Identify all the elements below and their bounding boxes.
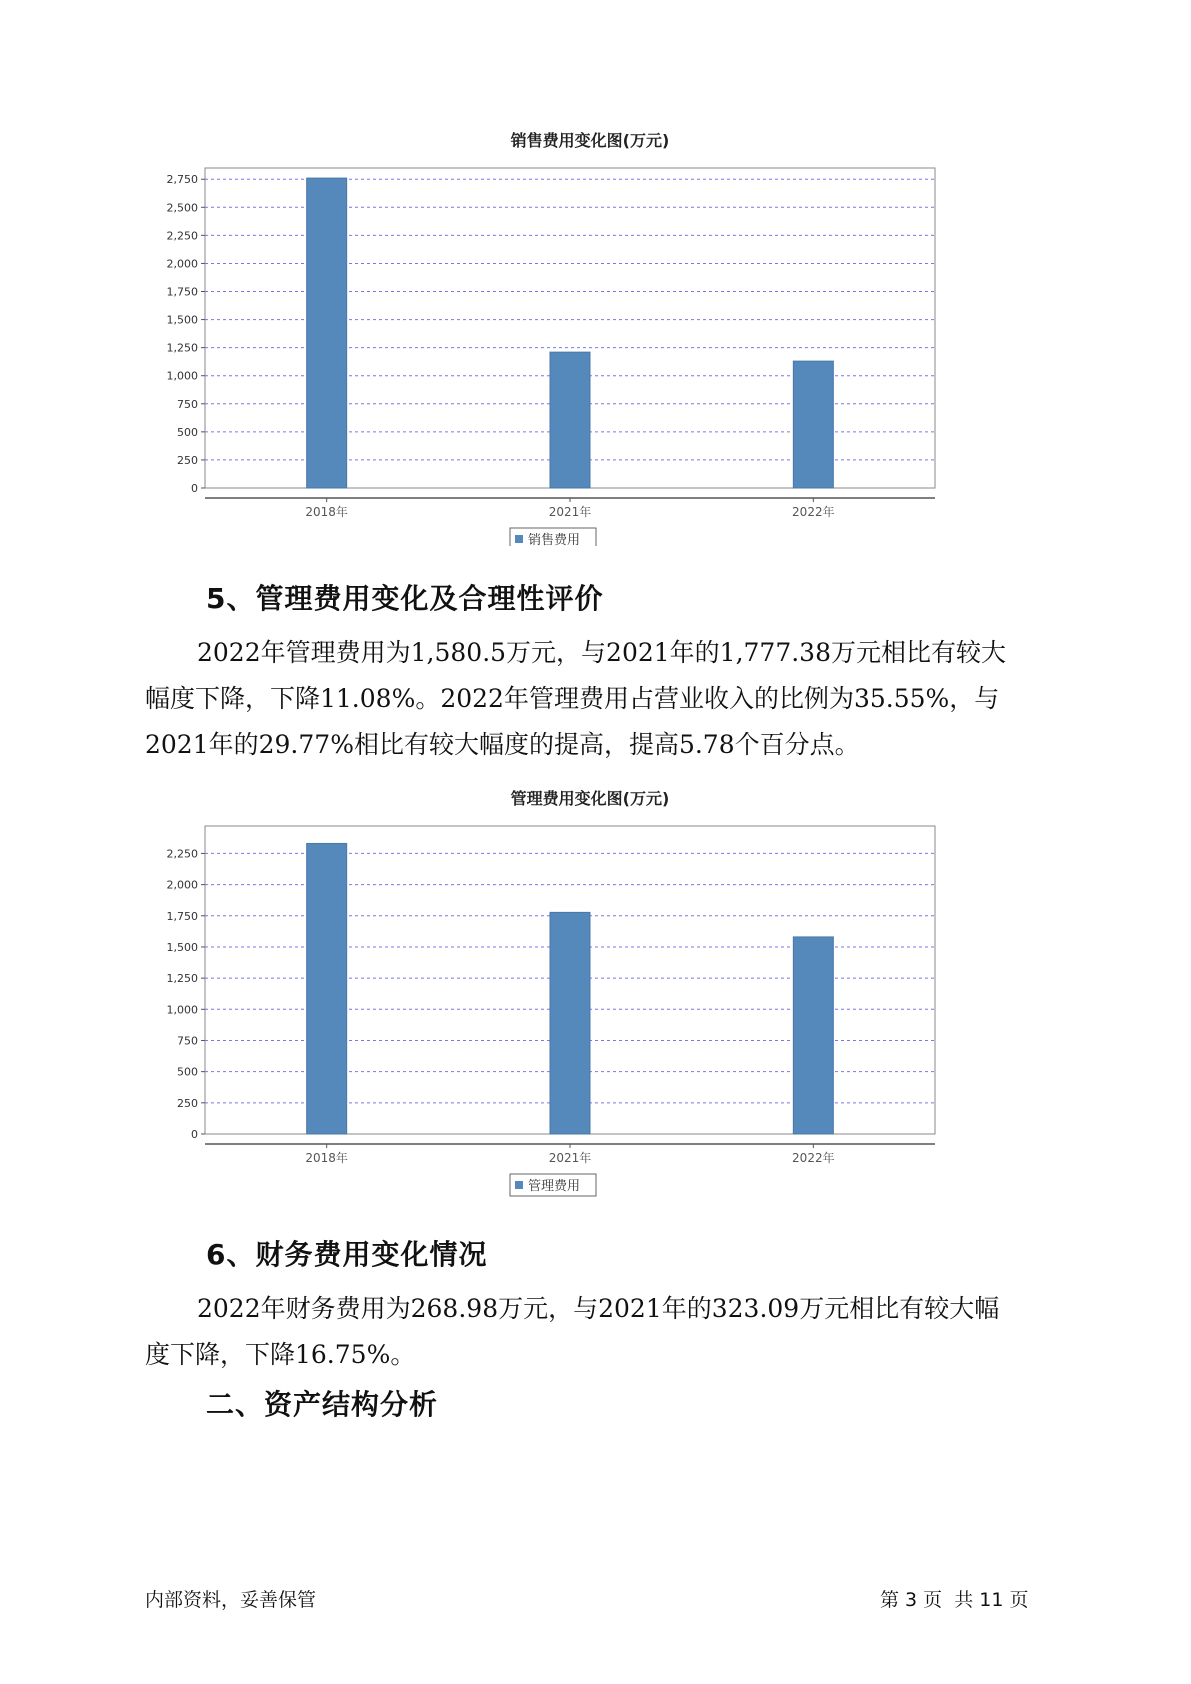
x-tick-label: 2018年 xyxy=(305,1151,348,1165)
chart-title: 销售费用变化图(万元) xyxy=(510,131,670,150)
y-tick-label: 250 xyxy=(177,1096,198,1110)
section-two-heading: 二、资产结构分析 xyxy=(206,1388,439,1421)
x-tick-label: 2021年 xyxy=(548,1151,592,1165)
y-tick-label: 1,750 xyxy=(166,909,198,923)
x-tick-label: 2018年 xyxy=(305,505,348,519)
sales-expense-plot xyxy=(150,156,1030,546)
legend-swatch xyxy=(515,535,523,543)
paragraph-line: 度下降，下降16.75%。 xyxy=(145,1340,416,1369)
legend xyxy=(510,1174,596,1196)
footer-page-number: 第 3 页 共 11 页 xyxy=(880,1589,1029,1611)
y-tick-label: 250 xyxy=(177,453,198,467)
y-tick-label: 0 xyxy=(191,1128,198,1141)
paragraph-line: 2021年的29.77%相比有较大幅度的提高，提高5.78个百分点。 xyxy=(145,730,860,759)
footer-left-note: 内部资料，妥善保管 xyxy=(145,1589,317,1611)
y-tick-label: 750 xyxy=(177,397,198,411)
y-tick-label: 1,750 xyxy=(166,285,198,299)
y-tick-label: 2,250 xyxy=(166,229,198,243)
bar xyxy=(550,912,590,1134)
section-5-paragraph xyxy=(145,630,1065,768)
bar xyxy=(307,843,347,1134)
y-tick-label: 750 xyxy=(177,1034,198,1048)
y-tick-label: 1,500 xyxy=(166,940,198,954)
y-tick-label: 2,750 xyxy=(166,173,198,187)
legend-label: 管理费用 xyxy=(528,1179,581,1194)
y-tick-label: 500 xyxy=(177,425,198,439)
y-tick-label: 2,500 xyxy=(166,201,198,215)
y-tick-label: 0 xyxy=(191,482,198,495)
y-tick-label: 1,000 xyxy=(166,1003,198,1017)
paragraph-line: 幅度下降，下降11.08%。2022年管理费用占营业收入的比例为35.55%，与 xyxy=(145,684,1000,713)
paragraph-line: 2022年财务费用为268.98万元，与2021年的323.09万元相比有较大幅 xyxy=(197,1294,1000,1323)
y-tick-label: 500 xyxy=(177,1065,198,1079)
chart-title: 管理费用变化图(万元) xyxy=(510,789,670,808)
y-tick-label: 1,250 xyxy=(166,341,198,355)
section-6-paragraph xyxy=(145,1286,1065,1378)
y-tick-label: 1,250 xyxy=(166,972,198,986)
section-6-heading: 6、财务费用变化情况 xyxy=(206,1238,488,1271)
x-tick-label: 2022年 xyxy=(792,1151,835,1165)
y-tick-label: 1,500 xyxy=(166,313,198,327)
legend xyxy=(510,528,596,546)
legend-swatch xyxy=(515,1181,523,1189)
bar xyxy=(550,352,590,488)
y-tick-label: 2,250 xyxy=(166,847,198,861)
y-tick-label: 1,000 xyxy=(166,369,198,383)
section-5-heading: 5、管理费用变化及合理性评价 xyxy=(206,582,604,615)
y-tick-label: 2,000 xyxy=(166,878,198,892)
y-tick-label: 2,000 xyxy=(166,257,198,271)
bar xyxy=(307,178,347,488)
x-tick-label: 2021年 xyxy=(548,505,592,519)
sales-expense-chart xyxy=(150,128,1030,548)
x-tick-label: 2022年 xyxy=(792,505,835,519)
admin-expense-plot xyxy=(150,814,1030,1204)
legend-label: 销售费用 xyxy=(528,533,581,546)
bar xyxy=(793,361,833,488)
admin-expense-chart xyxy=(150,786,1030,1206)
paragraph-line: 2022年管理费用为1,580.5万元，与2021年的1,777.38万元相比有较大 xyxy=(197,638,1006,667)
bar xyxy=(793,937,833,1134)
